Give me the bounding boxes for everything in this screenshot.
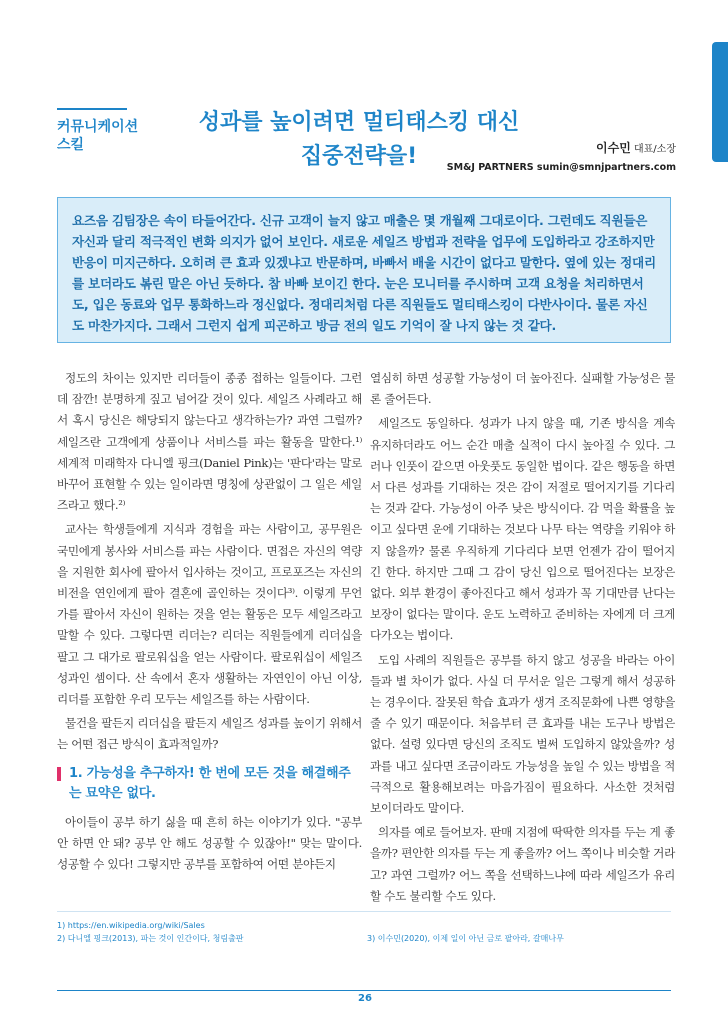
paragraph: 의자를 예로 들어보자. 판매 지점에 딱딱한 의자를 두는 게 좋을까? 편안한 의자를 두는 게 좋을까? 어느 쪽이나 비슷할 거라고? 과연 그럴까? 어느 쪽을 선택하느냐에 따라 세일즈가 유리할 수도 불리할 수도 있다. xyxy=(370,825,675,903)
left-column xyxy=(57,368,362,878)
footnote-1: 1) https://en.wikipedia.org/wiki/Sales xyxy=(57,921,205,930)
paragraph: 열심히 하면 성공할 가능성이 더 높아진다. 실패할 가능성은 물론 줄어든다. xyxy=(370,371,675,407)
section-label-line2: 스킬 xyxy=(57,137,85,153)
summary-box: 요즈음 김팀장은 속이 타들어간다. 신규 고객이 늘지 않고 매출은 몇 개월째 그대로이다. 그런데도 직원들은 자신과 달리 적극적인 변화 의지가 없어 보인다. 새로운 세일즈 방법과 전략을 업무에 도입하라고 강조하지만 반응이 미지근하다. 오히려 큰 효과 있겠냐고 반문하며, 바빠서 배울 시간이 없다고 말한다. 옆에 있는 정대리를 보더라도 볶린 말은 아닌 듯하다. 참 바빠 보이긴 한다. 눈은 모니터를 주시하며 고객 요청을 처리하면서도, 입은 동료와 업무 통화하느라 정신없다. 정대리처럼 다른 직원들도 멀티태스킹이 다반사이다. 물론 자신도 마찬가지다. 그래서 그런지 쉽게 피곤하고 방금 전의 일도 기억이 잘 나지 않는 것 같다. xyxy=(57,197,671,343)
footnote-3: 3) 이수민(2020), 이제 일이 아닌 금로 팔아라, 갈매나무 xyxy=(367,934,564,943)
paragraph: 아이들이 공부 하기 싫을 때 흔히 하는 이야기가 있다. "공부 안 하면 안 돼? 공부 안 해도 성공할 수 있잖아!" 맞는 말이다. 성공할 수 있다! 그렇지만 공부를 포함하여 어떤 분야든지 xyxy=(57,814,362,872)
section-heading-text: 1. 가능성을 추구하자! 한 번에 모든 것을 해결해주는 묘약은 없다. xyxy=(69,765,351,801)
article-title-line1: 성과를 높이려면 멀티태스킹 대신 xyxy=(198,110,520,135)
section-label xyxy=(57,108,142,154)
section-rule xyxy=(57,108,127,110)
page-number: 26 xyxy=(358,993,372,1004)
heading-marker xyxy=(57,767,61,781)
paragraph: 교사는 학생들에게 지식과 경험을 파는 사람이고, 공무원은 국민에게 봉사와 서비스를 파는 사람이다. 면접은 자신의 역량을 지원한 회사에 팔아서 입사하는 것이고, 프로포즈는 자신의 비전을 연인에게 팔아 결혼에 골인하는 것이다³⁾. 이렇게 무언가를 팔아서 자신이 원하는 것을 얻는 활동은 모두 세일즈라고 말할 수 있다. 그렇다면 리더는? 리더는 직원들에게 리더십을 팔고 그 대가로 팔로워십을 얻는 사람이다. 팔로워십이 세일즈 성과인 셈이다. 산 속에서 혼자 생활하는 자연인이 아닌 이상, 리더를 포함한 우리 모두는 세일즈를 하는 사람이다. xyxy=(57,522,362,707)
section-label-line1: 커뮤니케이션 xyxy=(57,119,139,135)
author-name: 이수민 xyxy=(596,141,631,155)
footnote-2: 2) 다니엘 핑크(2013), 파는 것이 인간이다, 청림출판 xyxy=(57,934,244,943)
author-role: 대표/소장 xyxy=(633,144,676,155)
paragraph: 정도의 차이는 있지만 리더들이 종종 접하는 일들이다. 그런데 잠깐! 분명하게 짚고 넘어갈 것이 있다. 세일즈 사례라고 해서 혹시 당신은 해당되지 않는다고 생각하는가? 과연 그럴까? 세일즈란 고객에게 상품이나 서비스를 파는 활동을 말한다.¹⁾ 세계적 미래학자 다니엘 핑크(Daniel Pink)는 '판다'라는 말로 바꾸어 표현할 수 있는 일이라면 명칭에 상관없이 그 일은 세일즈라고 했다.²⁾ xyxy=(57,371,362,513)
author-block xyxy=(447,139,676,173)
section-heading xyxy=(57,764,362,804)
footnote-divider xyxy=(57,911,671,912)
author-company: SM&J PARTNERS sumin@smnjpartners.com xyxy=(446,162,676,173)
right-column xyxy=(370,368,675,910)
page-edge-tab xyxy=(712,42,728,162)
footnotes xyxy=(57,919,671,945)
page-footer-rule xyxy=(57,990,671,991)
article-title-line2: 집중전략을! xyxy=(300,144,418,169)
paragraph: 도입 사례의 직원들은 공부를 하지 않고 성공을 바라는 아이들과 별 차이가 없다. 사실 더 무서운 일은 그렇게 해서 성공하는 경우이다. 잘못된 학습 효과가 생겨 조직문화에 나쁜 영향을 줄 수 있기 때문이다. 처음부터 큰 효과를 내는 도구나 방법은 없다. 설령 있다면 당신의 조직도 벌써 도입하지 않았을까? 성과를 내고 싶다면 조금이라도 가능성을 높일 수 있는 방법을 적극적으로 활용해보려는 마음가짐이 필요하다. 사소한 것처럼 보이더라도 말이다. xyxy=(370,652,675,816)
paragraph: 물건을 팔든지 리더십을 팔든지 세일즈 성과를 높이기 위해서는 어떤 접근 방식이 효과적일까? xyxy=(57,716,362,752)
paragraph: 세일즈도 동일하다. 성과가 나지 않을 때, 기존 방식을 계속 유지하더라도 어느 순간 매출 실적이 다시 높아질 수 있다. 그러나 인풋이 같으면 아웃풋도 동일한 법이다. 같은 행동을 하면서 다른 성과를 기대하는 것은 감이 저절로 떨어지기를 기다리는 것과 같다. 가능성이 아주 낮은 방식이다. 감 먹을 확률을 높이고 싶다면 운에 기대하는 것보다 나무 타는 역량을 키워야 하지 않을까? 물론 우직하게 기다리다 보면 언젠가 감이 떨어지긴 한다. 하지만 그때 그 감이 당신 입으로 떨어진다는 보장은 없다. 외부 환경이 좋아진다고 해서 성과가 꼭 기대만큼 난다는 보장이 없다는 말이다. 운도 노력하고 준비하는 자에게 더 크게 다가오는 법이다. xyxy=(370,416,675,643)
